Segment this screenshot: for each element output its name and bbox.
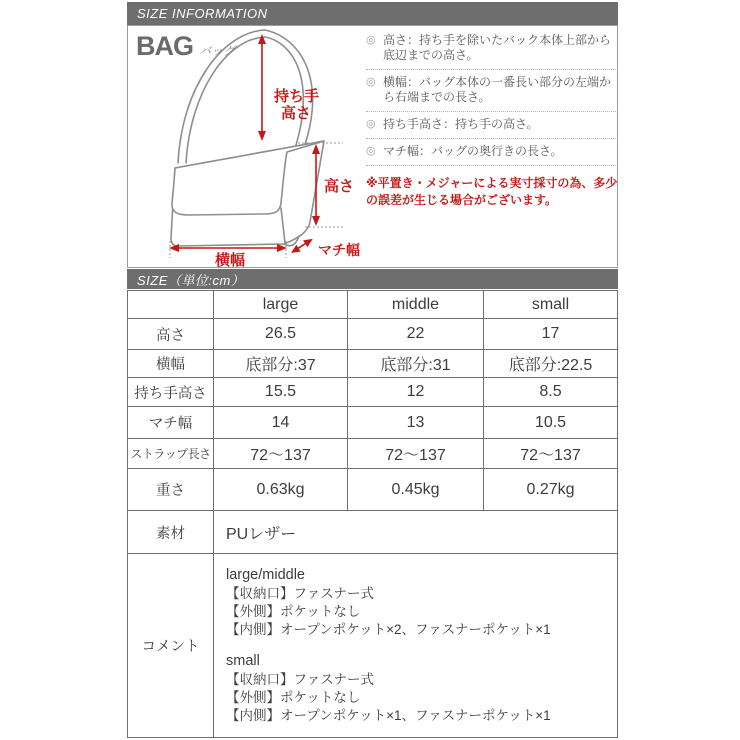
- table-row-strap-length: [128, 439, 618, 469]
- cell-value: 72〜137: [214, 439, 348, 469]
- gusset-label: マチ幅: [318, 242, 360, 258]
- size-information-header-bar: [127, 2, 618, 25]
- cell-value: 14: [214, 407, 348, 439]
- table-row-handle-height: [128, 378, 618, 407]
- row-label: マチ幅: [128, 407, 214, 439]
- measurement-legend: [366, 28, 618, 209]
- row-label: ストラップ長さ: [128, 439, 214, 469]
- width-label: 横幅: [215, 252, 246, 269]
- handle-height-arrow: [258, 34, 266, 141]
- cell-value: 72〜137: [348, 439, 484, 469]
- comment-line: 【外側】ポケットなし: [226, 604, 361, 619]
- circle-bullet-icon: ◎: [366, 34, 376, 46]
- material-value: PUレザー: [214, 511, 618, 554]
- cell-value: 13: [348, 407, 484, 439]
- table-row-comment: [128, 554, 618, 738]
- circle-bullet-icon: ◎: [366, 76, 376, 88]
- cell-value: 12: [348, 378, 484, 407]
- cell-value: 底部分:37: [214, 350, 348, 378]
- comment-line: 【収納口】ファスナー式: [226, 586, 374, 601]
- comment-line: 【収納口】ファスナー式: [226, 672, 374, 687]
- cell-value: 72〜137: [484, 439, 618, 469]
- comment-line: 【内側】オープンポケット×1、ファスナーポケット×1: [226, 708, 551, 723]
- cell-value: 底部分:22.5: [484, 350, 618, 378]
- column-header-large: large: [214, 291, 348, 319]
- row-label: コメント: [128, 554, 214, 738]
- circle-bullet-icon: ◎: [366, 118, 376, 130]
- bag-title-kana: バッグ: [199, 44, 236, 58]
- table-row-weight: [128, 469, 618, 511]
- legend-text: 横幅：バッグ本体の一番長い部分の左端から右端までの長さ。: [383, 75, 612, 104]
- legend-text: 高さ：持ち手を除いたバック本体上部から底辺までの高さ。: [383, 33, 612, 62]
- comment-line: 【内側】オープンポケット×2、ファスナーポケット×1: [226, 622, 551, 637]
- circle-bullet-icon: ◎: [366, 145, 376, 157]
- bag-illustration: [171, 30, 324, 246]
- legend-item-gusset: [366, 139, 618, 166]
- cell-value: 26.5: [214, 319, 348, 350]
- bag-title-en: BAG: [136, 31, 193, 61]
- table-row-width: [128, 350, 618, 378]
- comment-line: 【外側】ポケットなし: [226, 690, 361, 705]
- table-row-gusset: [128, 407, 618, 439]
- legend-item-height: [366, 28, 618, 70]
- legend-text: 持ち手高さ：持ち手の高さ。: [383, 117, 539, 131]
- comment-section-title: small: [226, 653, 260, 669]
- cell-value: 底部分:31: [348, 350, 484, 378]
- cell-value: 0.27kg: [484, 469, 618, 511]
- handle-height-label-line2: 高さ: [281, 105, 312, 122]
- row-label: 横幅: [128, 350, 214, 378]
- header-empty-cell: [128, 291, 214, 319]
- comment-cell: [214, 554, 618, 738]
- legend-item-width: [366, 70, 618, 112]
- legend-item-handle-height: [366, 112, 618, 139]
- row-label: 高さ: [128, 319, 214, 350]
- table-row-material: [128, 511, 618, 554]
- table-header-row: [128, 291, 618, 319]
- column-header-small: small: [484, 291, 618, 319]
- column-header-middle: middle: [348, 291, 484, 319]
- size-table-title: SIZE（単位:cm）: [137, 272, 245, 288]
- legend-text: マチ幅：バッグの奥行きの長さ。: [383, 144, 563, 158]
- row-label: 重さ: [128, 469, 214, 511]
- row-label: 持ち手高さ: [128, 378, 214, 407]
- cell-value: 10.5: [484, 407, 618, 439]
- comment-section-title: large/middle: [226, 567, 305, 583]
- cell-value: 17: [484, 319, 618, 350]
- measurement-disclaimer: ※平置き・メジャーによる実寸採寸の為、多少の誤差が生じる場合がございます。: [366, 176, 618, 207]
- size-table-header-bar: [127, 269, 618, 289]
- table-row-height: [128, 319, 618, 350]
- cell-value: 22: [348, 319, 484, 350]
- cell-value: 15.5: [214, 378, 348, 407]
- cell-value: 8.5: [484, 378, 618, 407]
- size-information-title: SIZE INFORMATION: [137, 6, 268, 21]
- height-label: 高さ: [324, 178, 355, 195]
- cell-value: 0.63kg: [214, 469, 348, 511]
- size-table: [127, 290, 618, 738]
- row-label: 素材: [128, 511, 214, 554]
- bag-measurement-panel: [127, 25, 618, 268]
- cell-value: 0.45kg: [348, 469, 484, 511]
- handle-height-label-line1: 持ち手: [274, 88, 320, 105]
